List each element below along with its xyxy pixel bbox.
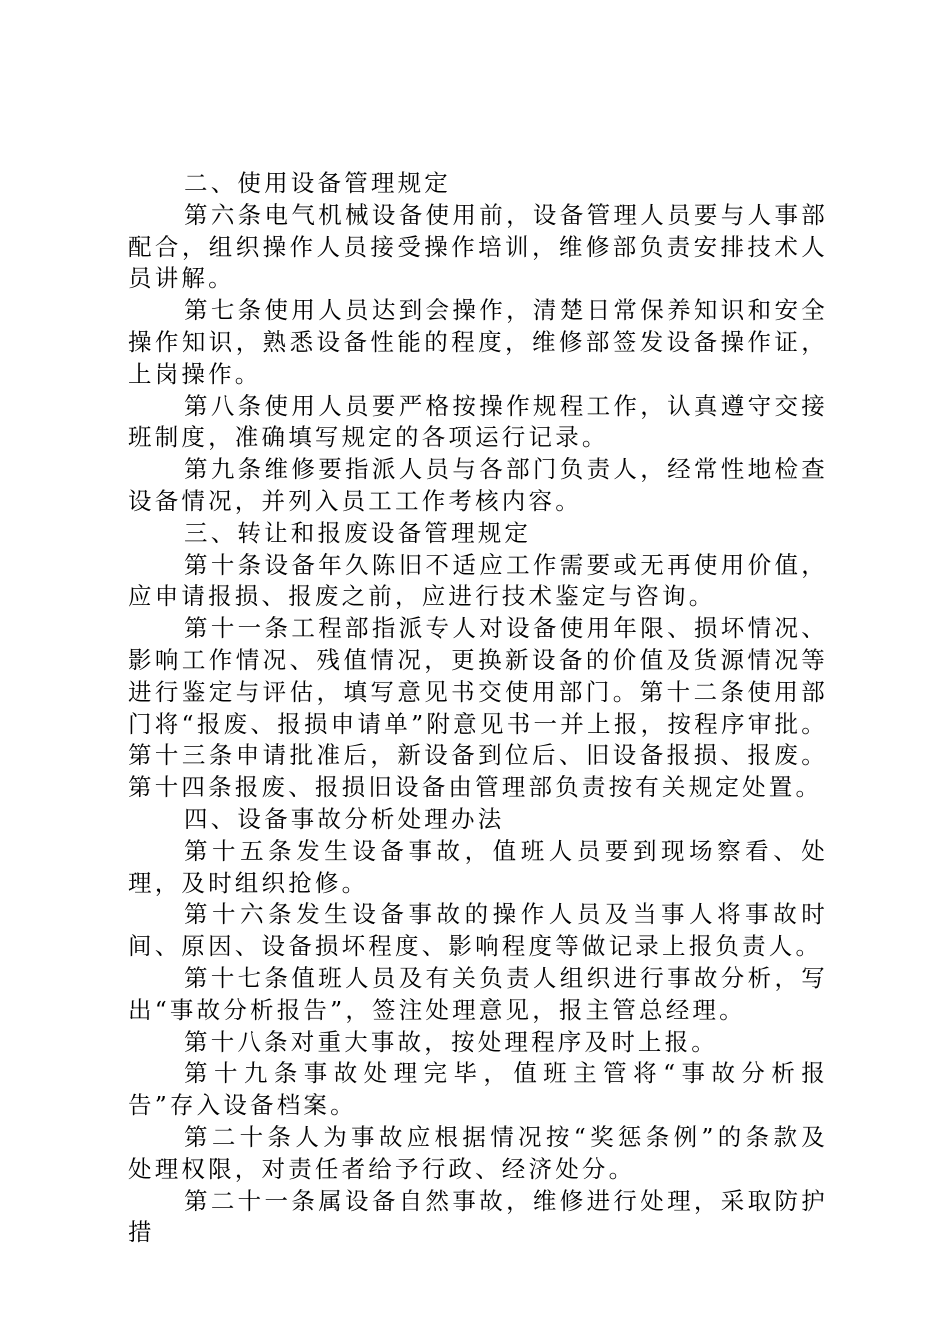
- section-heading-3: 三、转让和报废设备管理规定: [184, 518, 532, 547]
- article-18: 第十八条对重大事故，按处理程序及时上报。: [184, 1027, 718, 1056]
- article-6: 第六条电气机械设备使用前，设备管理人员要与人事部配合，组织操作人员接受操作培训，维修部负责安排技术人员讲解。: [128, 200, 828, 293]
- article-17: 第十七条值班人员及有关负责人组织进行事故分析，写出“事故分析报告”，签注处理意见，报主管总经理。: [128, 963, 828, 1024]
- article-10: 第十条设备年久陈旧不适应工作需要或无再使用价值，应申请报损、报废之前，应进行技术鉴定与咨询。: [128, 550, 828, 611]
- article-19: 第十九条事故处理完毕，值班主管将“事故分析报告”存入设备档案。: [128, 1059, 828, 1120]
- article-15: 第十五条发生设备事故，值班人员要到现场察看、处理，及时组织抢修。: [128, 836, 828, 897]
- article-21: 第二十一条属设备自然事故，维修进行处理，采取防护措: [128, 1186, 828, 1247]
- article-7: 第七条使用人员达到会操作，清楚日常保养知识和安全操作知识，熟悉设备性能的程度，维修部签发设备操作证，上岗操作。: [128, 296, 828, 388]
- article-8: 第八条使用人员要严格按操作规程工作，认真遵守交接班制度，准确填写规定的各项运行记录。: [128, 391, 828, 452]
- article-9: 第九条维修要指派人员与各部门负责人，经常性地检查设备情况，并列入员工工作考核内容。: [128, 455, 828, 515]
- section-heading-2: 二、使用设备管理规定: [184, 169, 451, 197]
- article-11-14: 第十一条工程部指派专人对设备使用年限、损坏情况、影响工作情况、残值情况，更换新设备的价值及货源情况等进行鉴定与评估，填写意见书交使用部门。第十二条使用部门将“报废、报损申请单”附意见书一并上报，按程序审批。第十三条申请批准后，新设备到位后、旧设备报损、报废。第十四条报废、报损旧设备由管理部负责按有关规定处置。: [128, 614, 828, 802]
- article-16: 第十六条发生设备事故的操作人员及当事人将事故时间、原因、设备损坏程度、影响程度等做记录上报负责人。: [128, 900, 828, 961]
- section-heading-4: 四、设备事故分析处理办法: [184, 804, 505, 833]
- article-20: 第二十条人为事故应根据情况按“奖惩条例”的条款及处理权限，对责任者给予行政、经济处分。: [128, 1122, 828, 1183]
- document-body: [128, 168, 828, 1249]
